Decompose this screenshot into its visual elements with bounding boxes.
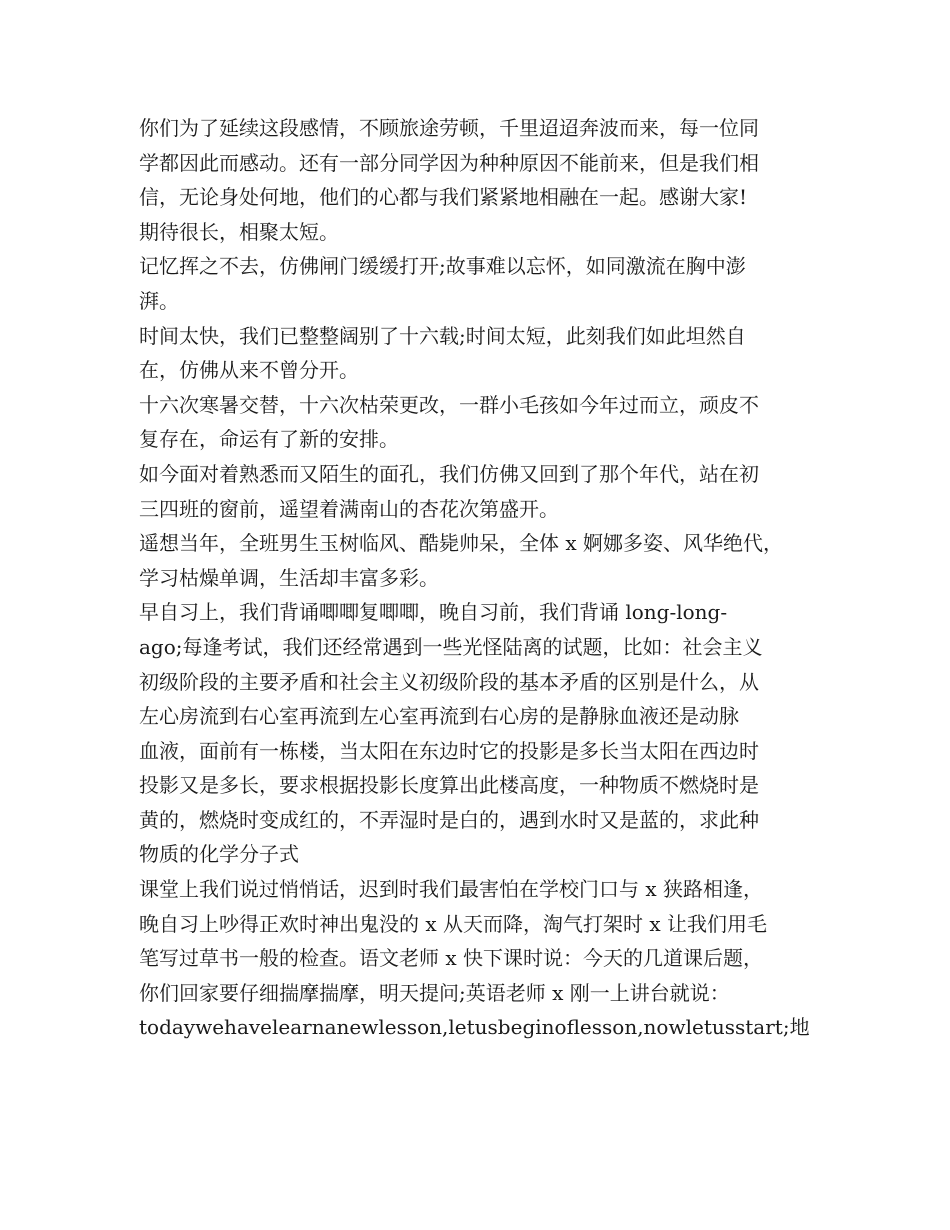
text-line: 学都因此而感动。还有一部分同学因为种种原因不能前来，但是我们相 <box>139 150 759 175</box>
text-line: 你们为了延续这段感情，不顾旅途劳顿，千里迢迢奔波而来，每一位同 <box>139 116 759 140</box>
text-line: 三四班的窗前，遥望着满南山的杏花次第盛开。 <box>139 496 559 521</box>
text-line: 记忆挥之不去，仿佛闸门缓缓打开;故事难以忘怀，如同激流在胸中澎 <box>139 254 746 279</box>
text-line: 时间太快，我们已整整阔别了十六载;时间太短，此刻我们如此坦然自 <box>139 323 746 348</box>
body-text <box>139 111 829 1045</box>
text-line: 湃。 <box>139 288 179 313</box>
text-line: 学习枯燥单调，生活却丰富多彩。 <box>139 565 439 590</box>
text-line: 在，仿佛从来不曾分开。 <box>139 358 359 383</box>
text-line: 信，无论身处何地，他们的心都与我们紧紧地相融在一起。感谢大家! <box>139 185 748 210</box>
text-line: 黄的，燃烧时变成红的，不弄湿时是白的，遇到水时又是蓝的，求此种 <box>139 807 759 832</box>
text-line: 课堂上我们说过悄悄话，迟到时我们最害怕在学校门口与 x 狭路相逢， <box>139 877 763 902</box>
text-line: 血液，面前有一栋楼，当太阳在东边时它的投影是多长当太阳在西边时 <box>139 738 759 763</box>
text-line: 你们回家要仔细揣摩揣摩，明天提问;英语老师 x 刚一上讲台就说： <box>139 980 730 1005</box>
text-line: 遥想当年，全班男生玉树临风、酷毙帅呆，全体 x 婀娜多姿、风华绝代， <box>139 531 783 556</box>
text-line: 投影又是多长，要求根据投影长度算出此楼高度，一种物质不燃烧时是 <box>139 773 759 798</box>
text-line: 如今面对着熟悉而又陌生的面孔，我们仿佛又回到了那个年代，站在初 <box>139 461 759 486</box>
text-line: 晚自习上吵得正欢时神出鬼没的 x 从天而降，淘气打架时 x 让我们用毛 <box>139 911 767 936</box>
text-line: 物质的化学分子式 <box>139 842 299 867</box>
text-line: 笔写过草书一般的检查。语文老师 x 快下课时说：今天的几道课后题， <box>139 946 763 971</box>
text-line: 期待很长，相聚太短。 <box>139 219 339 244</box>
text-line: todaywehavelearnanewlesson,letusbeginoflesson,nowletusstart;地 <box>139 1015 810 1040</box>
text-line: ago;每逢考试，我们还经常遇到一些光怪陆离的试题，比如：社会主义 <box>139 634 763 659</box>
text-line: 早自习上，我们背诵唧唧复唧唧，晚自习前，我们背诵 long-long- <box>139 600 728 625</box>
text-line: 左心房流到右心室再流到左心室再流到右心房的是静脉血液还是动脉 <box>139 704 739 729</box>
text-line: 初级阶段的主要矛盾和社会主义初级阶段的基本矛盾的区别是什么，从 <box>139 669 759 694</box>
text-line: 十六次寒暑交替，十六次枯荣更改，一群小毛孩如今年过而立，顽皮不 <box>139 392 759 417</box>
text-line: 复存在，命运有了新的安排。 <box>139 427 399 452</box>
